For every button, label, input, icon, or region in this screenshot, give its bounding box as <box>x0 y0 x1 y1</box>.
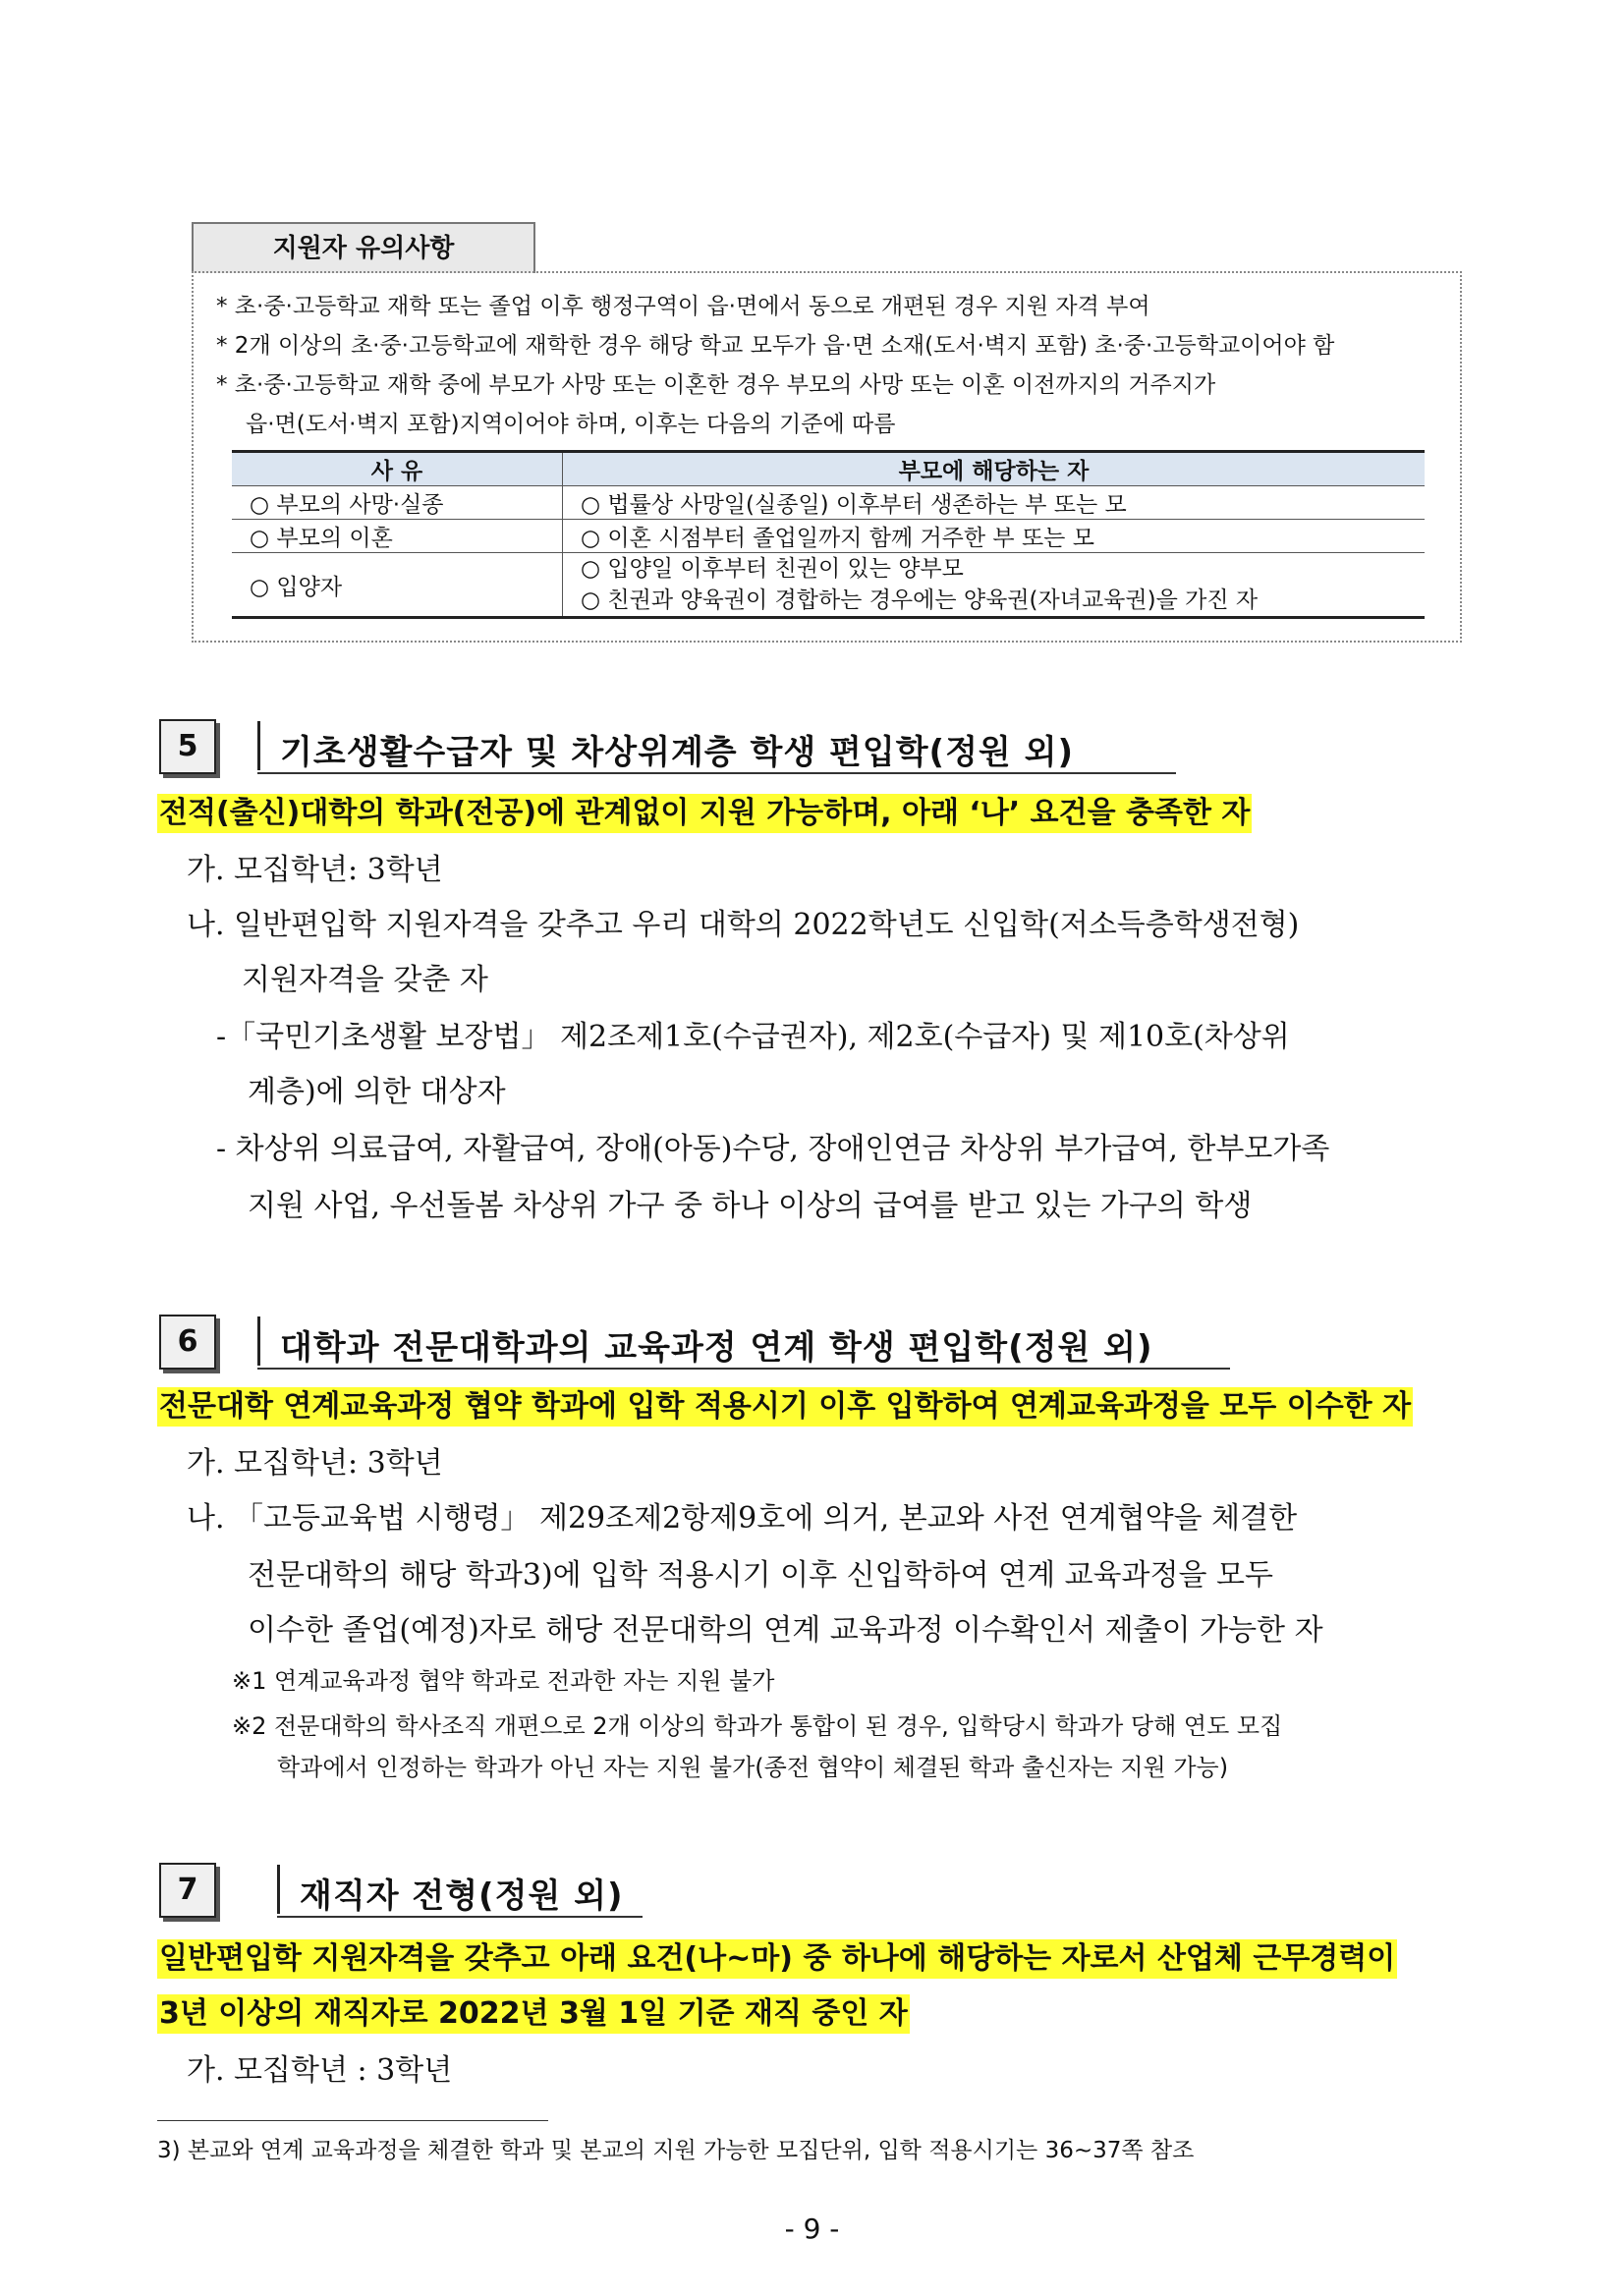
footnote: 3) 본교와 연계 교육과정을 체결한 학과 및 본교의 지원 가능한 모집단위, 입학 적용시기는 36~37쪽 참조 <box>157 2138 1195 2163</box>
parent-cell: ○ 법률상 사망일(실종일) 이후부터 생존하는 부 또는 모 <box>563 486 1426 520</box>
table-row <box>232 520 1425 553</box>
section-note: ※1 연계교육과정 협약 학과로 전과한 자는 지원 불가 <box>232 1667 775 1695</box>
section-title-bar <box>257 721 260 770</box>
section-note: 학과에서 인정하는 학과가 아닌 자는 지원 불가(종전 협약이 체결된 학과 출신자는 지원 가능) <box>277 1754 1229 1781</box>
section-note: ※2 전문대학의 학사조직 개편으로 2개 이상의 학과가 통합이 된 경우, 입학당시 학과가 당해 연도 모집 <box>232 1712 1283 1740</box>
body-line: 가. 모집학년: 3학년 <box>187 853 443 887</box>
parent-cell-line: ○ 입양일 이후부터 친권이 있는 양부모 <box>581 556 964 582</box>
section-title: 대학과 전문대학과의 교육과정 연계 학생 편입학(정원 외) <box>280 1328 1153 1368</box>
section-number: 6 <box>159 1315 216 1370</box>
body-line: 전문대학의 해당 학과3)에 입학 적용시기 이후 신입학하여 연계 교육과정을 모두 <box>248 1558 1273 1593</box>
section-summary-highlight: 전문대학 연계교육과정 협약 학과에 입학 적용시기 이후 입학하여 연계교육과정을 모두 이수한 자 <box>157 1387 1413 1427</box>
body-line: 나. 「고등교육법 시행령」 제29조제2항제9호에 의거, 본교와 사전 연계협약을 체결한 <box>187 1501 1298 1536</box>
column-header-reason: 사 유 <box>232 452 563 486</box>
section-title: 재직자 전형(정원 외) <box>300 1876 624 1916</box>
table-row <box>232 486 1425 520</box>
section-title: 기초생활수급자 및 차상위계층 학생 편입학(정원 외) <box>280 733 1074 772</box>
notice-line: * 2개 이상의 초·중·고등학교에 재학한 경우 해당 학교 모두가 읍·면 소재(도서·벽지 포함) 초·중·고등학교이어야 함 <box>216 333 1335 359</box>
parent-criteria-table <box>232 450 1425 619</box>
column-header-parent: 부모에 해당하는 자 <box>563 452 1426 486</box>
table-header-row <box>232 452 1425 486</box>
reason-cell: ○ 부모의 사망·실종 <box>232 486 563 520</box>
section-title-bar <box>257 1316 260 1366</box>
body-line: - 차상위 의료급여, 자활급여, 장애(아동)수당, 장애인연금 차상위 부가급여, 한부모가족 <box>216 1132 1330 1166</box>
section-number: 5 <box>159 719 216 774</box>
body-line: 지원 사업, 우선돌봄 차상위 가구 중 하나 이상의 급여를 받고 있는 가구의 학생 <box>248 1189 1253 1223</box>
body-line: 이수한 졸업(예정)자로 해당 전문대학의 연계 교육과정 이수확인서 제출이 가능한 자 <box>248 1613 1323 1648</box>
parent-cell: ○ 이혼 시점부터 졸업일까지 함께 거주한 부 또는 모 <box>563 520 1426 553</box>
section-underline <box>277 1916 643 1918</box>
reason-cell: ○ 입양자 <box>232 553 563 618</box>
body-line: 지원자격을 갖춘 자 <box>242 963 488 997</box>
body-line: 가. 모집학년 : 3학년 <box>187 2053 453 2088</box>
notice-line: * 초·중·고등학교 재학 또는 졸업 이후 행정구역이 읍·면에서 동으로 개편된 경우 지원 자격 부여 <box>216 294 1150 319</box>
body-line: 가. 모집학년: 3학년 <box>187 1446 443 1481</box>
section-title-bar <box>277 1865 280 1914</box>
notice-line: * 초·중·고등학교 재학 중에 부모가 사망 또는 이혼한 경우 부모의 사망 또는 이혼 이전까지의 거주지가 <box>216 372 1216 398</box>
section-underline <box>257 1368 1230 1370</box>
parent-cell-line: ○ 친권과 양육권이 경합하는 경우에는 양육권(자녀교육권)을 가진 자 <box>581 588 1259 613</box>
section-summary-highlight: 일반편입학 지원자격을 갖추고 아래 요건(나~마) 중 하나에 해당하는 자로서 산업체 근무경력이 <box>157 1939 1397 1979</box>
section-number: 7 <box>159 1863 216 1918</box>
page-number: - 9 - <box>784 2212 840 2245</box>
table-row <box>232 553 1425 618</box>
reason-cell: ○ 부모의 이혼 <box>232 520 563 553</box>
body-line: 나. 일반편입학 지원자격을 갖추고 우리 대학의 2022학년도 신입학(저소득층학생전형) <box>187 908 1300 942</box>
body-line: 계층)에 의한 대상자 <box>248 1075 506 1109</box>
footnote-rule <box>157 2120 548 2121</box>
notice-title: 지원자 유의사항 <box>192 222 535 273</box>
section-summary-highlight: 전적(출신)대학의 학과(전공)에 관계없이 지원 가능하며, 아래 ‘나’ 요건을 충족한 자 <box>157 794 1252 833</box>
section-underline <box>257 772 1176 774</box>
notice-line: 읍·면(도서·벽지 포함)지역이어야 하며, 이후는 다음의 기준에 따름 <box>246 412 896 437</box>
section-summary-highlight: 3년 이상의 재직자로 2022년 3월 1일 기준 재직 중인 자 <box>157 1994 910 2034</box>
parent-cell <box>563 553 1426 618</box>
body-line: -「국민기초생활 보장법」 제2조제1호(수급권자), 제2호(수급자) 및 제10호(차상위 <box>216 1020 1290 1054</box>
